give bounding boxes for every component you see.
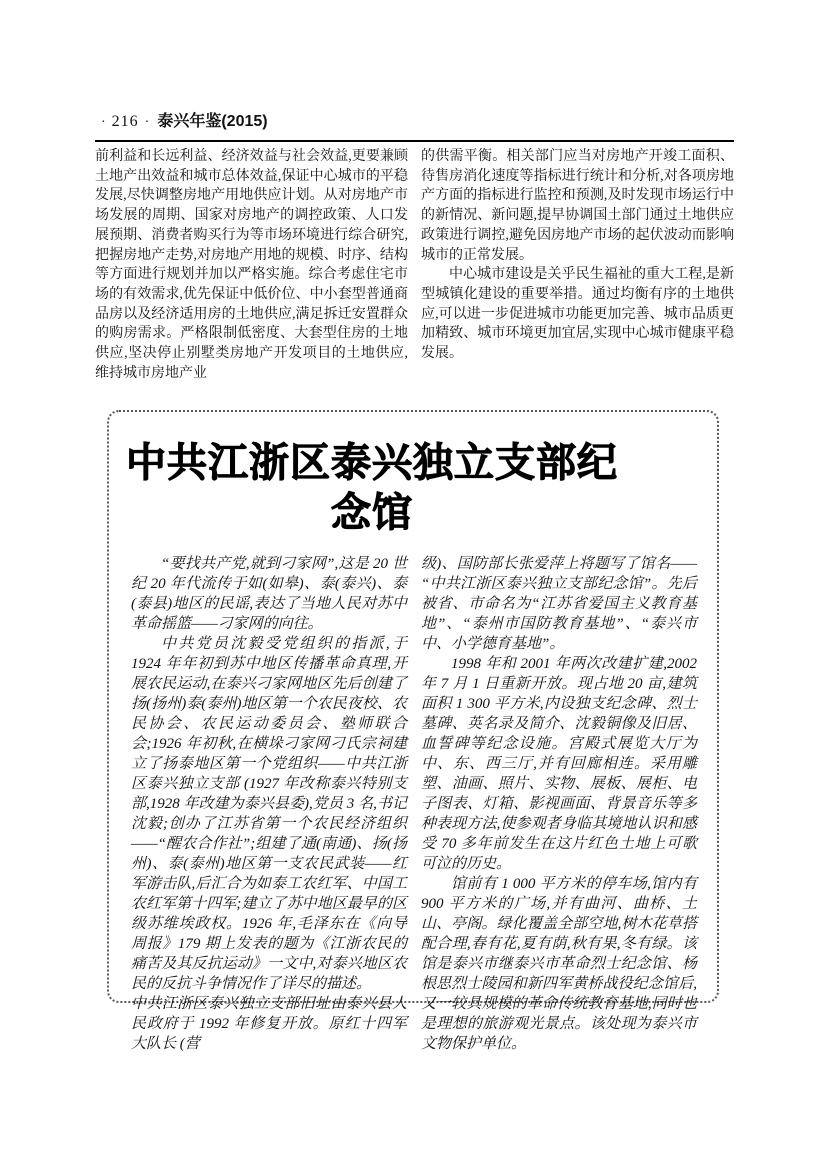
book-title: 泰兴年鉴(2015)	[157, 113, 268, 130]
main-right-column	[421, 147, 734, 383]
paragraph: 中共江浙区泰兴独立支部旧址由泰兴县人民政府于 1992 年修复开放。原红十四军大队长 (营	[131, 996, 407, 1052]
memorial-box	[107, 410, 719, 1052]
main-article	[95, 147, 734, 383]
header-divider	[95, 140, 734, 142]
box-right-column	[421, 554, 697, 1054]
header-dot-left: ·	[101, 115, 106, 130]
paragraph: 的供需平衡。相关部门应当对房地产开竣工面积、待售房消化速度等指标进行统计和分析,对各项房地产方面的指标进行监控和预测,及时发现市场运行中的新情况、新问题,提早协调国土部门通过土地供应政策进行调控,避免因房地产市场的起伏波动而影响城市的正常发展。	[421, 149, 734, 263]
memorial-box-body	[109, 554, 717, 1054]
header-dot-right: ·	[144, 115, 150, 130]
main-left-column	[95, 147, 408, 383]
memorial-box-title: 中共江浙区泰兴独立支部纪念馆	[126, 441, 618, 535]
page-header	[95, 112, 735, 133]
paragraph: 中心城市建设是关乎民生福祉的重大工程,是新型城镇化建设的重要举措。通过均衡有序的土地供应,可以进一步促进城市功能更加完善、城市品质更加精致、城市环境更加宜居,实现中心城市健康平稳发展。	[421, 267, 734, 362]
paragraph: 馆前有 1 000 平方米的停车场,馆内有 900 平方米的广场,并有曲河、曲桥、土山、亭阁。绿化覆盖全部空地,树木花草搭配合理,春有花,夏有荫,秋有果,冬有绿。该馆是泰兴市继泰兴市革命烈士纪念馆、杨根思烈士陵园和新四军黄桥战役纪念馆后,又一较具规模的革命传统教育基地,同时也是理想的旅游观光景点。该处现为泰兴市文物保护单位。	[421, 876, 697, 1052]
paragraph: 级)、国防部长张爱萍上将题写了馆名——“中共江浙区泰兴独立支部纪念馆”。先后被省、市命名为“江苏省爱国主义教育基地”、“泰州市国防教育基地”、“泰兴市中、小学德育基地”。	[421, 556, 697, 652]
paragraph: 前利益和长远利益、经济效益与社会效益,更要兼顾土地产出效益和城市总体效益,保证中心城市的平稳发展,尽快调整房地产用地供应计划。从对房地产市场发展的周期、国家对房地产的调控政策、人口发展预期、消费者购买行为等市场环境进行综合研究,把握房地产走势,对房地产用地的规模、时序、结构等方面进行规划并加以严格实施。综合考虑住宅市场的有效需求,优先保证中低价位、中小套型普通商品房以及经济适用房的土地供应,满足拆迁安置群众的购房需求。严格限制低密度、大套型住房的土地供应,坚决停止别墅类房地产开发项目的土地供应,维持城市房地产业	[95, 149, 408, 381]
page-number: 216	[111, 113, 139, 130]
paragraph: 1998 年和 2001 年两次改建扩建,2002 年 7 月 1 日重新开放。现占地 20 亩,建筑面积 1 300 平方米,内设独支纪念碑、烈士墓碑、英名录及简介、沈毅铜像及旧居、血誓碑等纪念设施。宫殿式展览大厅为中、东、西三厅,并有回廊相连。采用雕塑、油画、照片、实物、展板、展柜、电子图表、灯箱、影视画面、背景音乐等多种表现方法,使参观者身临其境地认识和感受 70 多年前发生在这片红色土地上可歌可泣的历史。	[421, 656, 697, 872]
paragraph: 中共党员沈毅受党组织的指派,于 1924 年年初到苏中地区传播革命真理,开展农民运动,在泰兴刁家网地区先后创建了扬(扬州)泰(泰州)地区第一个农民夜校、农民协会、农民运动委员会、塾师联合会;1926 年初秋,在横垛刁家网刁氏宗祠建立了扬泰地区第一个党组织——中共江浙区泰兴独立支部 (1927 年改称泰兴特别支部,1928 年改建为泰兴县委),党员 3 名,书记沈毅;创办了江苏省第一个农民经济组织——“醒农合作社”;组建了通(南通)、扬(扬州)、泰(泰州)地区第一支农民武装——红军游击队,后汇合为如泰工农红军、中国工农红军第十四军;建立了苏中地区最早的区级苏维埃政权。1926 年,毛泽东在《向导周报》179 期上发表的题为《江浙农民的痛苦及其反抗运动》一文中,对泰兴地区农民的反抗斗争情况作了详尽的描述。	[131, 636, 407, 992]
box-left-column	[131, 554, 407, 1054]
paragraph: “要找共产党,就到刁家网”,这是 20 世纪 20 年代流传于如(如皋)、泰(泰兴)、泰(泰县)地区的民谣,表达了当地人民对苏中革命摇篮——刁家网的向往。	[131, 556, 407, 632]
